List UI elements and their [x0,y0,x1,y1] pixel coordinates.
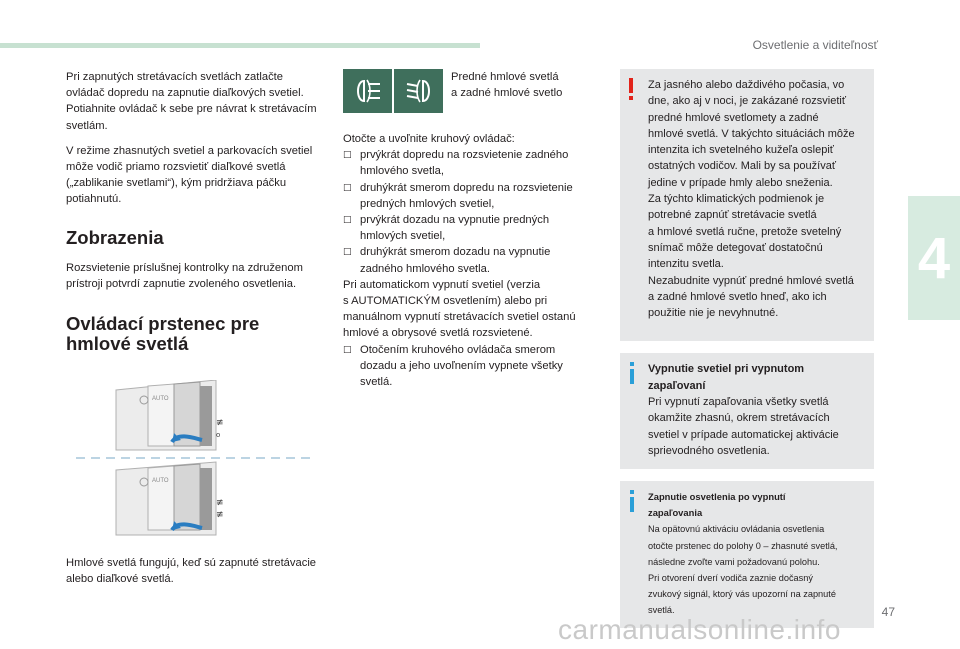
svg-text:≢: ≢ [216,510,224,521]
warning-exclamation-icon [628,78,634,100]
instructions-intro: Otočte a uvoľnite kruhový ovládač: [343,133,515,145]
rear-fog-light-icon [343,69,392,113]
switch-off-list [343,342,601,391]
fog-icons-label: Predné hmlové svetlá a zadné hmlové svetlo [451,71,563,100]
paragraph-displays: Rozsvietenie príslušnej kontrolky na združenom prístroji potvrdí zapnutie zvoleného osvetlenia. [66,261,303,290]
page-number: 47 [881,605,895,619]
heading-displays: Zobrazenia [66,226,164,248]
info-box-ignition-off: Vypnutie svetiel pri vypnutom zapaľovaní Pri vypnutí zapaľovania všetky svetlá okamžite zhasnú, okrem stretávacích svetiel v prípade automatickej aktivácie sprievodného osvetlenia. [620,353,874,469]
info-icon [630,362,634,384]
info-box-reactivate: Zapnutie osvetlenia po vypnutí zapaľovania Na opätovnú aktiváciu ovládania osvetlenia otočte prstenec do polohy 0 – zhasnuté svetlá, následne zvoľte vami požadovanú polohu. Pri otvorení dverí vodiča zaznie dočasný zvukový signál, ktorý vás upozorní na zapnuté svetlá. [620,481,874,628]
stalk-top [116,380,224,450]
column-middle [343,69,601,390]
svg-text:o: o [216,431,221,440]
fog-ring-illustration [66,380,324,540]
paragraph-high-beam: Pri zapnutých stretávacích svetlách zatlačte ovládač dopredu na zapnutie diaľkových svetiel. Potiahnite ovládač k sebe pre návrat k stretávacím svetlám. [66,71,317,132]
auto-lighting-note: Pri automatickom vypnutí svetiel (verzia s AUTOMATICKÝM osvetlením) alebo pri manuálnom vypnutí stretávacích svetiel ostanú hmlové a obrysové svetlá rozsvietené. [343,278,576,340]
heading-fog-ring: Ovládací prstenec pre hmlové svetlá [66,313,260,355]
svg-text:AUTO: AUTO [152,478,169,485]
stalk-bottom [116,462,224,535]
fog-icons-row [343,69,601,113]
column-left [66,69,324,596]
list-item: □ prvýkrát dozadu na vypnutie predných hmlových svetiel, [343,212,601,244]
chapter-tab [908,196,960,320]
list-item: □ prvýkrát dopredu na rozsvietenie zadného hmlového svetla, [343,147,601,179]
top-accent-bar [0,43,480,48]
paragraph-flash: V režime zhasnutých svetiel a parkovacích svetiel môže vodič priamo rozsvietiť diaľkové svetlá („zablikanie svetlami“), kým pridržiava páčku potiahnutú. [66,144,313,206]
list-item: □ druhýkrát smerom dopredu na rozsvietenie predných hmlových svetiel, [343,180,601,212]
list-item: □ druhýkrát smerom dozadu na vypnutie zadného hmlového svetla. [343,244,601,276]
chapter-number: 4 [917,225,951,291]
info-icon [630,490,634,512]
svg-text:≢: ≢ [216,498,224,509]
list-item: □ Otočením kruhového ovládača smerom dozadu a jeho uvoľnením vypnete všetky svetlá. [343,342,601,391]
watermark: carmanualsonline.info [558,614,841,645]
figure-caption: Hmlové svetlá fungujú, keď sú zapnuté stretávacie alebo diaľkové svetlá. [66,557,317,586]
warning-box: Za jasného alebo daždivého počasia, vo dne, ako aj v noci, je zakázané rozsvietiť predné hmlové svetlomety a zadné hmlové svetlá. V takýchto situáciách môže intenzita ich svetelného kužeľa oslepiť ostatných vodičov. Mali by sa používať jedine v prípade hmly alebo sneženia. Za týchto klimatických podmienok je potrebné zapnúť stretávacie svetlá a hmlové svetlá ručne, pretože svetelný snímač môže detegovať dostatočnú intenzitu svetla. Nezabudnite vypnúť predné hmlové svetlá a zadné hmlové svetlo hneď, ako ich použitie nie je nevyhnutné. [620,69,874,341]
front-fog-light-icon [394,69,443,113]
svg-text:AUTO: AUTO [152,396,169,403]
section-header: Osvetlenie a viditeľnosť [752,38,878,52]
svg-text:≢: ≢ [216,418,224,429]
instructions-list [343,147,601,277]
column-right [620,69,874,638]
